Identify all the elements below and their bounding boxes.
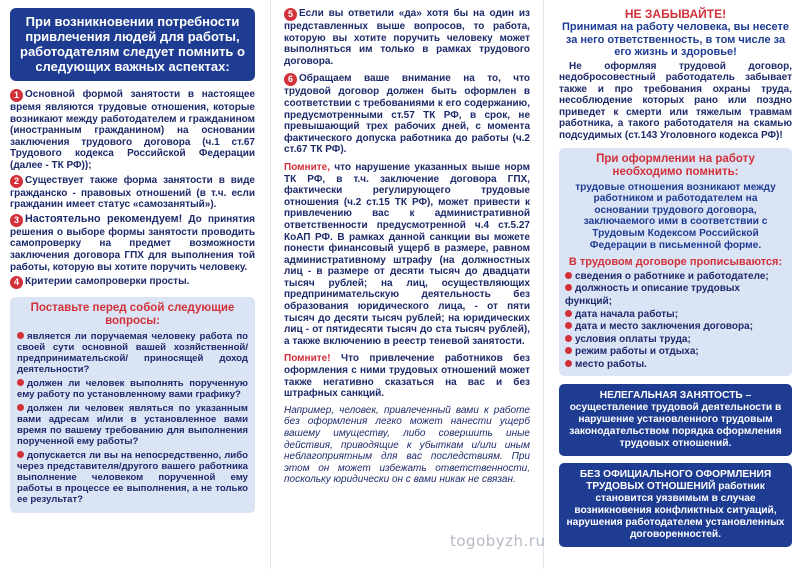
- column-middle: [276, 0, 538, 569]
- question-item: должен ли человек выполнять порученную ему работу по установленному вами графику?: [17, 378, 248, 401]
- col2-item-5: 5 Если вы ответили «да» хотя бы на один из представленных выше вопросов, то работа, которую вы хотите поручить человеку может выполняться им только в рамках трудового договора.: [284, 8, 530, 67]
- remember-box: [559, 148, 792, 377]
- warning-title: НЕ ЗАБЫВАЙТЕ!: [624, 7, 727, 21]
- contract-title: В трудовом договоре прописываются:: [568, 256, 783, 269]
- number-badge-icon: 6: [284, 73, 297, 86]
- list-item: сведения о работнике и работодателе;: [565, 271, 786, 284]
- warning-subtitle: Принимая на работу человека, вы несете за него ответственность, в том числе за его жизнь и здоровье!: [561, 21, 790, 58]
- list-item: режим работы и отдыха;: [565, 346, 786, 359]
- bullet-icon: [17, 332, 24, 339]
- list-item: должность и описание трудовых функций;: [565, 283, 740, 307]
- question-item: должен ли человек являться по указанным вами адресам и/или в установленное вами время по вашему требованию для выполнения порученной ему работы?: [17, 403, 248, 448]
- column-right: [549, 0, 800, 569]
- col1-item-2: 2 Существует также форма занятости в виде гражданско - правовых отношений (в т.ч. если гражданин имеет статус «самозанятый»).: [10, 174, 255, 211]
- col2-remember-2: Помните! Что привлечение работников без оформления с ними трудовых отношений может также негативно сказаться на вас и без штрафных санкций.: [284, 353, 530, 400]
- remember-text: трудовые отношения возникают между работником и работодателем на основании трудового договора, заключаемого ими в соответствии с Трудовым Кодексом Российской Федерации в письменной форме.: [575, 181, 776, 251]
- bullet-icon: [17, 404, 24, 411]
- watermark: togobyzh.ru: [450, 532, 546, 550]
- number-badge-icon: 4: [10, 276, 23, 289]
- question-item: является ли поручаемая человеку работа по своей сути основной вашей хозяйственной/предпринимательской/ приносящей доход деятельности?: [17, 331, 248, 376]
- contract-list: [565, 271, 786, 372]
- bullet-icon: [565, 360, 572, 367]
- bullet-icon: [565, 322, 572, 329]
- bullet-icon: [565, 347, 572, 354]
- column-divider: [270, 0, 271, 569]
- questions-title: Поставьте перед собой следующие вопросы:: [30, 302, 235, 328]
- list-item: условия оплаты труда;: [565, 334, 786, 347]
- warning-text: Не оформляя трудовой договор, недобросовестный работодатель забывает также и про требования охраны труда, несоблюдение которых рано или поздно приведет к смерти или тяжелым травмам работника, а такого работодателя на скамью подсудимых (ст.143 Уголовного кодекса РФ)!: [559, 60, 792, 142]
- col1-title: При возникновении потребности привлечения людей для работы, работодателям следует помнить о следующих важных аспектах:: [10, 8, 255, 81]
- col1-items: [10, 89, 255, 289]
- question-item: допускается ли вы на непосредственно, либо через представителя/другого вашего работника выполнение человеком порученной ему работы в процессе ее выполнения, а не только ее результат?: [17, 450, 248, 506]
- column-left: [0, 0, 265, 569]
- number-badge-icon: 1: [10, 89, 23, 102]
- number-badge-icon: 5: [284, 8, 297, 21]
- col2-item-6: 6 Обращаем ваше внимание на то, что трудовой договор должен быть оформлен в соответствии с требованиями к его содержанию, предусмотренными ст.57 ТК РФ, в срок, не превышающий трех рабочих дней, с момента фактического допуска работника до работы (ч.2 ст.67 ТК РФ).: [284, 73, 530, 156]
- number-badge-icon: 2: [10, 175, 23, 188]
- col1-item-4: 4 Критерии самопроверки просты.: [10, 276, 255, 289]
- number-badge-icon: 3: [10, 214, 23, 227]
- col2-example: Например, человек, привлеченный вами к работе без оформления легко может нанести ущерб вашему имуществу, либо совершить иные действия, приводящие к убыткам и/или иным неблагоприятным для вас последствиям. При этом он может избежать ответственности, поскольку юридически он с вами никак не связан.: [284, 404, 530, 486]
- informal-employment-box: БЕЗ ОФИЦИАЛЬНОГО ОФОРМЛЕНИЯ ТРУДОВЫХ ОТНОШЕНИЙ работник становится уязвимым в случае возникновения конфликтных ситуаций, нарушения работодателем установленных договоренностей.: [559, 463, 792, 547]
- column-divider: [543, 0, 544, 569]
- bullet-icon: [565, 335, 572, 342]
- list-item: дата и место заключения договора;: [565, 321, 786, 334]
- illegal-employment-box: НЕЛЕГАЛЬНАЯ ЗАНЯТОСТЬ – осуществление трудовой деятельности в нарушение установленного трудовым законодательством порядка оформления трудовых отношений.: [559, 384, 792, 456]
- list-item: место работы.: [565, 359, 786, 372]
- list-item: дата начала работы;: [565, 309, 786, 322]
- col1-item-3: 3 Настоятельно рекомендуем! До принятия решения о выборе формы занятости проводить самопроверку на предмет возможности заключения договора ГПХ для выполнения той работы, которую вы хотите поручить человеку.: [10, 212, 255, 273]
- bullet-icon: [17, 379, 24, 386]
- bullet-icon: [565, 310, 572, 317]
- bullet-icon: [565, 284, 572, 291]
- questions-box: [10, 297, 255, 513]
- bullet-icon: [565, 272, 572, 279]
- bullet-icon: [17, 451, 24, 458]
- col1-item-1: 1 Основной формой занятости в настоящее время являются трудовые отношения, которые возникают между работодателем и гражданином (иностранным гражданином) на основании заключения трудового договора (ч.1 ст.67 Трудового кодекса Российской Федерации (далее - ТК РФ));: [10, 89, 255, 171]
- col2-remember-1: Помните, что нарушение указанных выше норм ТК РФ, в т.ч. заключение договора ГПХ, фактически регулирующего трудовые отношения (ч.2 ст.15 ТК РФ), может привести к привлечению вас к административной ответственности предусмотренной ч.4 ст.5.27 КоАП РФ. В рамках данной санкции вы можете понести финансовый ущерб в размере, равном административному штрафу (на должностных лиц - в размере от десяти тысяч до двадцати тысяч рублей; на лиц, осуществляющих предпринимательскую деятельность без образования юридического лица, - от пяти тысяч до десяти тысяч рублей; на юридических лиц - от пятидесяти тысяч до ста тысяч рублей), а также включению в реестр теневой занятости.: [284, 161, 530, 347]
- remember-title: При оформлении на работу необходимо помнить:: [596, 152, 755, 178]
